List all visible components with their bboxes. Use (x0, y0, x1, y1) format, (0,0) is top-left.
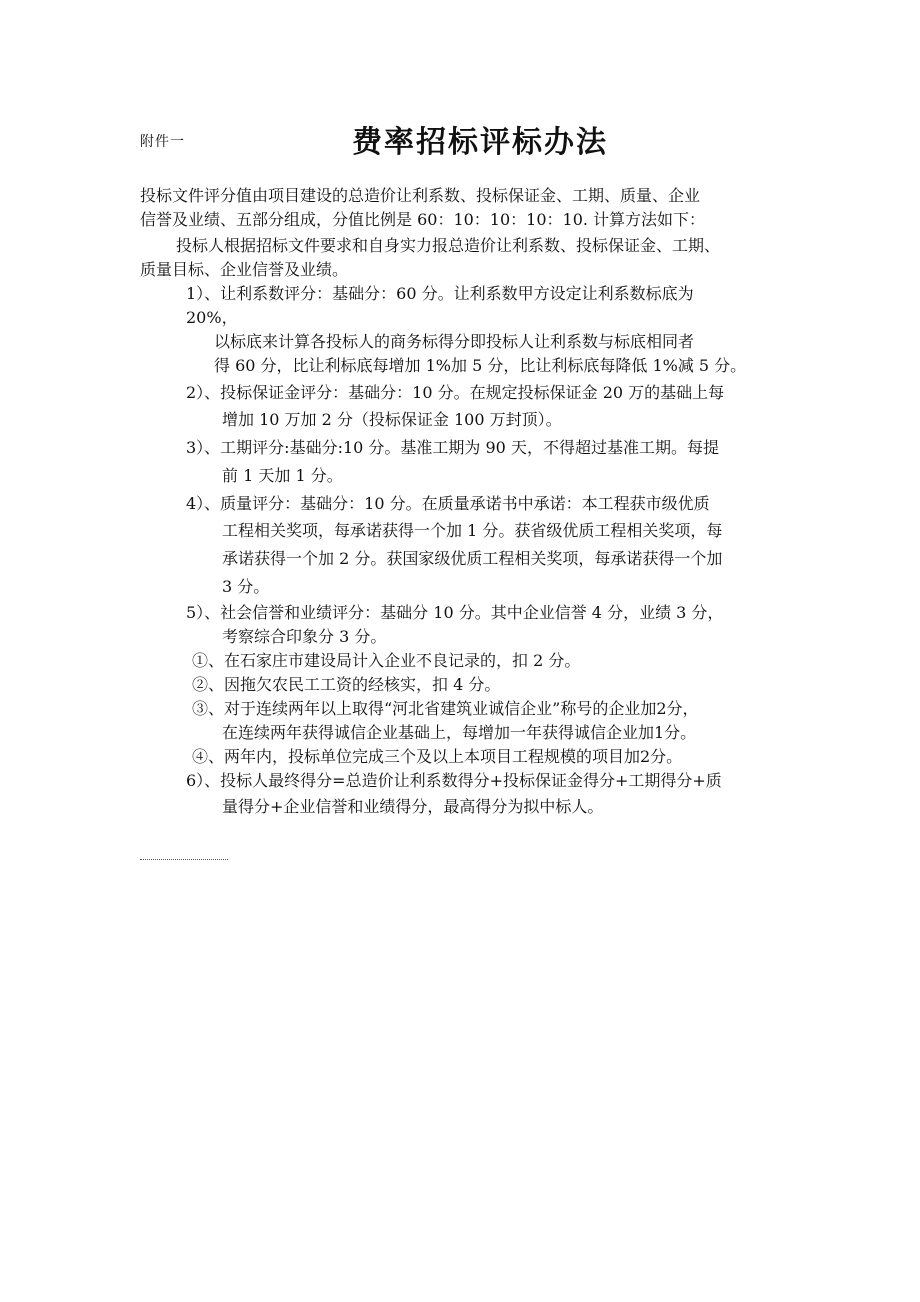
list-item: 2）、投标保证金评分：基础分：10 分。在规定投标保证金 20 万的基础上每 (186, 383, 725, 402)
list-item: 量得分+企业信誉和业绩得分，最高得分为拟中标人。 (222, 797, 604, 816)
paragraph-line: 投标文件评分值由项目建设的总造价让利系数、投标保证金、工期、质量、企业 (140, 186, 701, 205)
list-item: 5）、社会信誉和业绩评分：基础分 10 分。其中企业信誉 4 分，业绩 3 分， (186, 603, 724, 622)
paragraph-line: 投标人根据招标文件要求和自身实力报总造价让利系数、投标保证金、工期、 (176, 236, 721, 255)
document-title: 费率招标评标办法 (352, 125, 608, 160)
list-item: 3）、工期评分:基础分:10 分。基准工期为 90 天，不得超过基准工期。每提 (186, 438, 719, 457)
list-item: 考察综合印象分 3 分。 (222, 627, 387, 646)
list-item: 6）、投标人最终得分=总造价让利系数得分+投标保证金得分+工期得分+质 (186, 771, 722, 790)
list-item: 4）、质量评分：基础分：10 分。在质量承诺书中承诺：本工程获市级优质 (186, 494, 710, 513)
list-item: 20%， (186, 308, 238, 327)
list-item: 在连续两年获得诚信企业基础上，每增加一年获得诚信企业加1分。 (222, 723, 697, 742)
list-item: 得 60 分，比让利标底每增加 1%加 5 分，比让利标底每降低 1%减 5 分。 (214, 356, 747, 375)
paragraph-line: 质量目标、企业信誉及业绩。 (140, 260, 349, 279)
list-item: 以标底来计算各投标人的商务标得分即投标人让利系数与标底相同者 (214, 332, 695, 351)
list-item: ④、两年内，投标单位完成三个及以上本项目工程规模的项目加2分。 (192, 747, 683, 766)
attachment-label: 附件一 (140, 134, 185, 150)
list-item: 3 分。 (222, 577, 270, 596)
list-item: 增加 10 万加 2 分（投标保证金 100 万封顶）。 (222, 410, 562, 429)
list-item: 工程相关奖项，每承诺获得一个加 1 分。获省级优质工程相关奖项，每 (222, 521, 723, 540)
list-item: ③、对于连续两年以上取得“河北省建筑业诚信企业”称号的企业加2分， (192, 699, 699, 718)
list-item: 承诺获得一个加 2 分。获国家级优质工程相关奖项，每承诺获得一个加 (222, 549, 723, 568)
footnote-separator (140, 859, 228, 860)
list-item: ②、因拖欠农民工工资的经核实，扣 4 分。 (192, 675, 501, 694)
paragraph-line: 信誉及业绩、五部分组成，分值比例是 60：10：10：10：10. 计算方法如下： (140, 210, 706, 229)
list-item: 前 1 天加 1 分。 (222, 466, 343, 485)
list-item: ①、在石家庄市建设局计入企业不良记录的，扣 2 分。 (192, 651, 581, 670)
list-item: 1）、让利系数评分：基础分：60 分。让利系数甲方设定让利系数标底为 (186, 284, 694, 303)
